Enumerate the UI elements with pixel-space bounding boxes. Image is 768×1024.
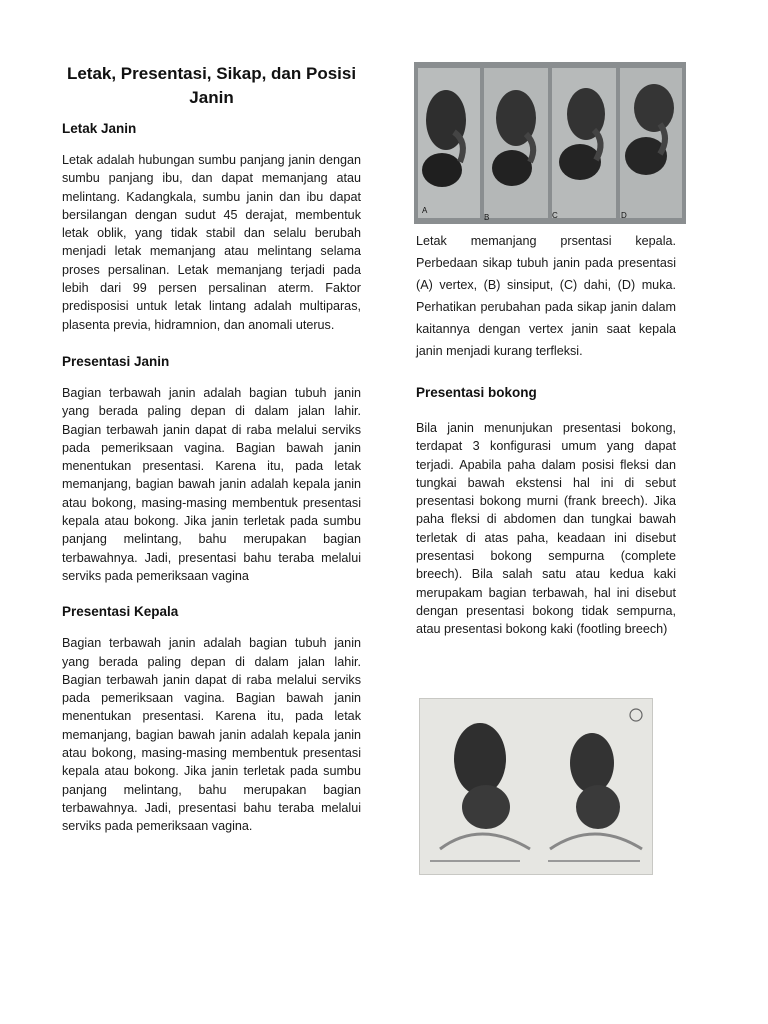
paragraph-letak-janin: Letak adalah hubungan sumbu panjang janin dengan sumbu panjang ibu, dan dapat memanjang atau melintang. Kadangkala, sumbu janin dan ibu dapat bersilangan dengan sudut 45 derajat, membentuk letak oblik, yang tidak stabil dan selalu berubah menjadi letak memanjang atau melintang selama proses persalinan. Letak memanjang terjadi pada lebih dari 99 persen persalinan aterm. Faktor predisposisi untuk letak lintang adalah multiparas, plasenta previa, hidramnion, dan anomali uterus. [62, 153, 361, 332]
heading-presentasi-bokong: Presentasi bokong [416, 385, 537, 400]
figure-caption-block [416, 230, 676, 362]
figure-caption: Letak memanjang prsentasi kepala. Perbedaan sikap tubuh janin pada presentasi (A) vertex, (B) sinsiput, (C) dahi, (D) muka. Perhatikan perubahan pada sikap janin dalam kaitannya dengan vertex janin saat kepala janin menjadi kurang terfleksi. [416, 234, 676, 358]
left-column [62, 62, 361, 836]
fetal-attitude-illustration [414, 62, 686, 224]
fetal-presentation-photo [414, 62, 686, 224]
heading-presentasi-kepala: Presentasi Kepala [62, 604, 179, 620]
heading-letak-janin: Letak Janin [62, 121, 137, 136]
breech-illustration [420, 699, 652, 874]
paragraph-presentasi-kepala: Bagian terbawah janin adalah bagian tubuh janin yang berada paling depan di dalam jalan lahir. Bagian terbawah janin dapat di raba melalui serviks pada pemeriksaan vagina. Bagian bawah janin menentukan presentasi. Karena itu, pada letak memanjang, bagian bawah janin adalah kepala janin atau bokong, masing-masing membentuk presentasi kepala atau bokong. Jika janin terletak pada sumbu panjang melintang, bahu merupakan bagian terbawahnya. Jadi, presentasi bahu teraba melalui serviks pada pemeriksaan vagina. [62, 636, 361, 834]
page-title: Letak, Presentasi, Sikap, dan Posisi Janin [66, 64, 357, 107]
breech-presentation-photo [419, 698, 653, 875]
panel-label-b: B [484, 213, 490, 222]
right-column [416, 62, 676, 639]
panel-label-c: C [552, 211, 558, 220]
paragraph-presentasi-janin: Bagian terbawah janin adalah bagian tubuh janin yang berada paling depan di dalam jalan lahir. Bagian terbawah janin dapat di raba melalui serviks pada pemeriksaan vagina. Bagian bawah janin menentukan presentasi. Karena itu, pada letak memanjang, bagian bawah janin adalah kepala janin atau bokong, masing-masing membentuk presentasi kepala atau bokong. Jika janin terletak pada sumbu panjang melintang, bahu merupakan bagian terbawahnya. Jadi, presentasi bahu teraba melalui serviks pada pemeriksaan vagina [62, 385, 361, 583]
paragraph-presentasi-bokong: Bila janin menunjukan presentasi bokong, terdapat 3 konfigurasi umum yang dapat terjadi. Apabila paha dalam posisi fleksi dan tungkai bawah ekstensi hal ini di sebut presentasi bokong murni (frank breech). Jika paha fleksi di abdomen dan tungkai bawah terletak di atas paha, keadaan ini disebut presentasi bokong sempurna (complete breech). Bila salah satu atau kedua kaki merupakam bagian terbawah, hal ini disebut dengan presentasi bokong tidak sempurna, atau presentasi bokong kaki (footling breech) [416, 421, 676, 637]
heading-presentasi-janin: Presentasi Janin [62, 353, 170, 369]
panel-label-a: A [422, 206, 428, 215]
panel-label-d: D [621, 211, 627, 220]
